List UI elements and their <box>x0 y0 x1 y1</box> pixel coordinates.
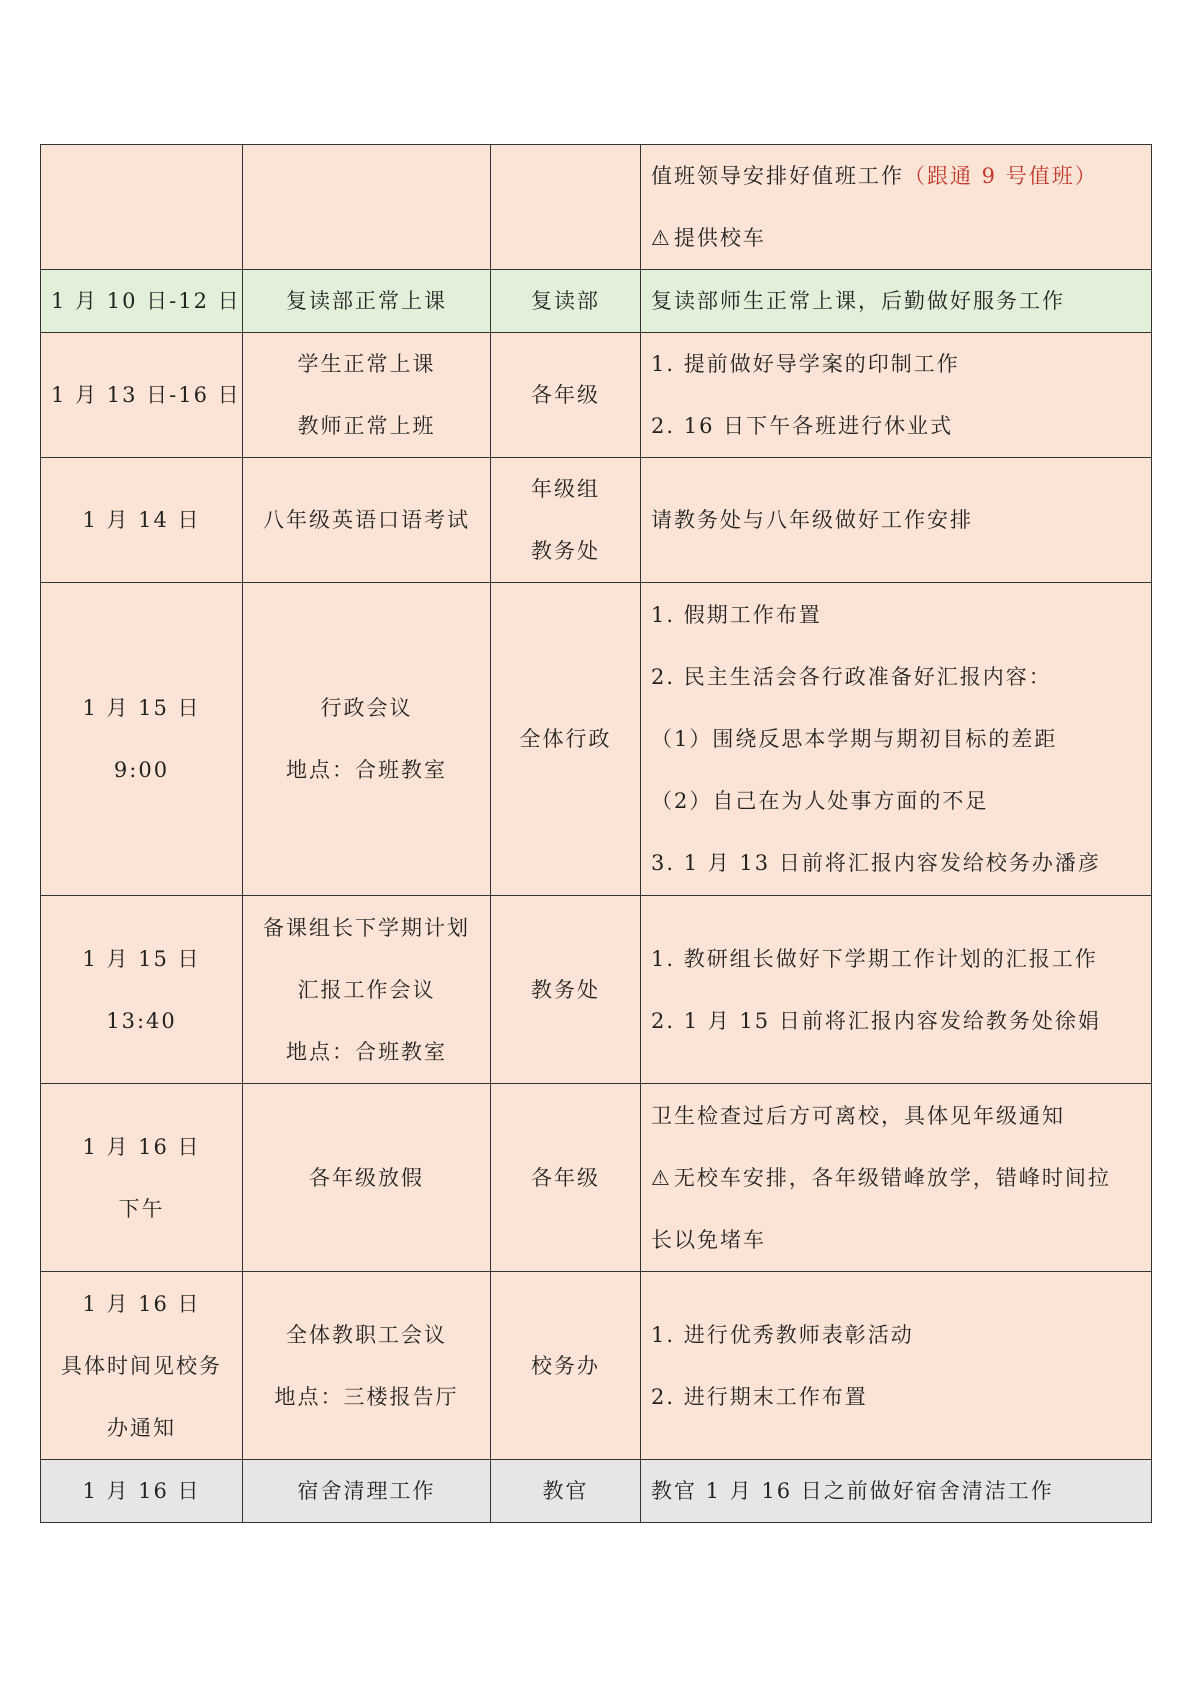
dept-text: 全体行政 <box>519 727 612 751</box>
date-text: 1 月 10 日-12 日 <box>51 289 241 313</box>
note-text: 2. 进行期末工作布置 <box>651 1384 868 1409</box>
dept-cell <box>491 270 641 333</box>
date-cell <box>41 270 243 333</box>
dept-cell <box>491 583 641 896</box>
event-cell <box>243 333 491 458</box>
date-text: 1 月 14 日 <box>82 508 201 532</box>
event-cell <box>243 1272 491 1460</box>
event-cell <box>243 896 491 1084</box>
event-text: 各年级放假 <box>309 1165 424 1190</box>
dept-cell <box>491 333 641 458</box>
dept-cell <box>491 1460 641 1523</box>
note-text: 2. 16 日下午各班进行休业式 <box>651 414 954 438</box>
date-cell <box>41 1272 243 1460</box>
dept-text: 各年级 <box>531 383 600 407</box>
time-text: 9:00 <box>113 758 170 782</box>
note-text: 教官 1 月 16 日之前做好宿舍清洁工作 <box>651 1479 1054 1503</box>
note-text: 1. 进行优秀教师表彰活动 <box>651 1322 914 1347</box>
date-text: 1 月 13 日-16 日 <box>51 383 241 407</box>
note-cell <box>641 1460 1152 1523</box>
date-text: 1 月 16 日 <box>82 1479 201 1503</box>
note-cell <box>641 583 1152 896</box>
table-row <box>41 896 1152 1084</box>
note-cell <box>641 1272 1152 1460</box>
event-text: 教师正常上班 <box>297 414 436 438</box>
note-text: 值班领导安排好值班工作 <box>651 164 904 188</box>
event-text: 学生正常上课 <box>297 352 436 376</box>
table-row <box>41 1272 1152 1460</box>
time-text: 下午 <box>118 1196 165 1221</box>
date-cell <box>41 458 243 583</box>
date-cell <box>41 896 243 1084</box>
note-text: 长以免堵车 <box>651 1227 766 1252</box>
note-cell <box>641 896 1152 1084</box>
event-cell <box>243 270 491 333</box>
note-cell <box>641 1084 1152 1272</box>
note-text: 请教务处与八年级做好工作安排 <box>651 508 973 532</box>
table-row <box>41 1460 1152 1523</box>
dept-text: 校务办 <box>531 1353 600 1378</box>
dept-cell <box>491 145 641 270</box>
time-text: 办通知 <box>107 1415 176 1440</box>
dept-cell <box>491 1272 641 1460</box>
table-row <box>41 458 1152 583</box>
note-text: 1. 提前做好导学案的印制工作 <box>651 352 960 376</box>
dept-cell <box>491 458 641 583</box>
event-cell <box>243 1460 491 1523</box>
note-text: 3. 1 月 13 日前将汇报内容发给校务办潘彦 <box>651 851 1101 875</box>
date-cell <box>41 145 243 270</box>
event-text: 宿舍清理工作 <box>297 1479 436 1503</box>
dept-text: 教务处 <box>531 539 600 563</box>
note-text: 无校车安排，各年级错峰放学，错峰时间拉 <box>673 1165 1111 1190</box>
dept-cell <box>491 896 641 1084</box>
event-cell <box>243 145 491 270</box>
table-row <box>41 333 1152 458</box>
note-text: 2. 1 月 15 日前将汇报内容发给教务处徐娟 <box>651 1008 1101 1033</box>
event-text: 行政会议 <box>320 696 413 720</box>
dept-text: 教务处 <box>531 977 600 1002</box>
note-text: 卫生检查过后方可离校，具体见年级通知 <box>651 1103 1065 1128</box>
event-cell <box>243 1084 491 1272</box>
note-cell <box>641 270 1152 333</box>
event-text: 复读部正常上课 <box>286 289 447 313</box>
schedule-table <box>40 144 1152 1523</box>
location-text: 地点：合班教室 <box>286 758 447 782</box>
date-cell <box>41 1460 243 1523</box>
dept-cell <box>491 1084 641 1272</box>
event-cell <box>243 458 491 583</box>
dept-text: 各年级 <box>531 1165 600 1190</box>
duty-reference-text: （跟通 9 号值班） <box>904 164 1098 188</box>
time-text: 具体时间见校务 <box>61 1353 222 1378</box>
event-cell <box>243 583 491 896</box>
note-text: （1）围绕反思本学期与期初目标的差距 <box>651 727 1058 751</box>
dept-text: 年级组 <box>531 477 600 501</box>
event-text: 汇报工作会议 <box>297 977 436 1002</box>
table-row <box>41 583 1152 896</box>
dept-text: 复读部 <box>531 289 600 313</box>
table-row <box>41 1084 1152 1272</box>
date-cell <box>41 1084 243 1272</box>
note-line <box>651 145 1141 207</box>
date-cell <box>41 583 243 896</box>
date-cell <box>41 333 243 458</box>
table-row <box>41 270 1152 333</box>
note-text: （2）自己在为人处事方面的不足 <box>651 789 989 813</box>
note-line <box>651 207 1141 269</box>
date-text: 1 月 16 日 <box>82 1291 201 1316</box>
note-text: 1. 假期工作布置 <box>651 603 822 627</box>
warning-icon: ⚠ <box>651 1165 672 1190</box>
event-text: 全体教职工会议 <box>286 1322 447 1347</box>
note-cell <box>641 145 1152 270</box>
note-cell <box>641 333 1152 458</box>
date-text: 1 月 16 日 <box>82 1134 201 1159</box>
location-text: 地点：合班教室 <box>286 1039 447 1064</box>
date-text: 1 月 15 日 <box>82 696 201 720</box>
note-line <box>651 1147 1141 1209</box>
date-text: 1 月 15 日 <box>82 946 201 971</box>
location-text: 地点：三楼报告厅 <box>274 1384 459 1409</box>
note-text: 2. 民主生活会各行政准备好汇报内容： <box>651 665 1052 689</box>
warning-icon: ⚠ <box>651 226 672 250</box>
note-cell <box>641 458 1152 583</box>
dept-text: 教官 <box>542 1479 589 1503</box>
note-text: 复读部师生正常上课，后勤做好服务工作 <box>651 289 1065 313</box>
time-text: 13:40 <box>106 1008 177 1033</box>
note-text: 提供校车 <box>673 226 766 250</box>
note-text: 1. 教研组长做好下学期工作计划的汇报工作 <box>651 946 1098 971</box>
event-text: 八年级英语口语考试 <box>263 508 470 532</box>
event-text: 备课组长下学期计划 <box>263 915 470 940</box>
table-row <box>41 145 1152 270</box>
